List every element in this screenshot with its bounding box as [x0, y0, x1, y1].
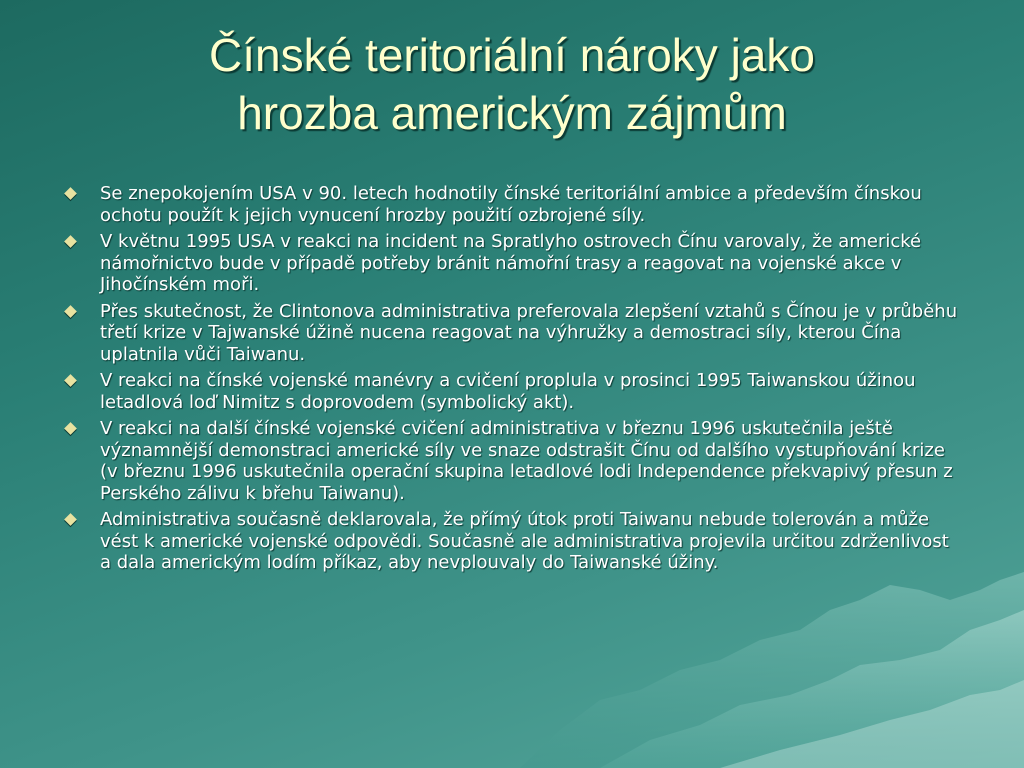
- bullet-item: [64, 418, 964, 504]
- diamond-bullet-icon: [64, 187, 77, 200]
- bullet-text: V reakci na čínské vojenské manévry a cvičení proplula v prosinci 1995 Taiwanskou úžinou letadlová loď Nimitz s doprovodem (symbolický akt).: [100, 370, 916, 413]
- bullet-item: [64, 370, 964, 413]
- bullet-item: [64, 301, 964, 366]
- slide-title: [60, 26, 964, 142]
- bullet-text: V květnu 1995 USA v reakci na incident na Spratlyho ostrovech Čínu varovaly, že americké námořnictvo bude v případě potřeby bránit námořní trasy a reagovat na vojenské akce v Jihočínském moři.: [100, 231, 922, 295]
- bullet-text: V reakci na další čínské vojenské cvičení administrativa v březnu 1996 uskutečnila ještě významnější demonstraci americké síly ve snaze odstrašit Čínu od dalšího vystupňování krize (v březnu 1996 uskutečnila operační skupina letadlové lodi Independence překvapivý přesun z Perského zálivu k břehu Taiwanu).: [100, 418, 953, 504]
- bullet-item: [64, 231, 964, 296]
- bullet-text: Se znepokojením USA v 90. letech hodnotily čínské teritoriální ambice a především čínskou ochotu použít k jejich vynucení hrozby použití ozbrojené síly.: [100, 183, 922, 226]
- bullet-text: Přes skutečnost, že Clintonova administrativa preferovala zlepšení vztahů s Čínou je v průběhu třetí krize v Tajwanské úžině nucena reagovat na výhružky a demostraci síly, kterou Čína uplatnila vůči Taiwanu.: [100, 300, 958, 365]
- bullet-item: [64, 183, 964, 226]
- bullet-item: [64, 509, 964, 574]
- title-line-2: hrozba americkým zájmům: [237, 87, 787, 139]
- bullet-list: [64, 183, 964, 579]
- title-line-1: Čínské teritoriální nároky jako: [209, 29, 815, 81]
- diamond-bullet-icon: [64, 422, 77, 435]
- bullet-text: Administrativa současně deklarovala, že přímý útok proti Taiwanu nebude tolerován a může vést k americké vojenské odpovědi. Současně ale administrativa projevila určitou zdrženlivost a dala americkým lodím příkaz, aby nevplouvaly do Taiwanské úžiny.: [100, 509, 949, 573]
- diamond-bullet-icon: [64, 513, 77, 526]
- diamond-bullet-icon: [64, 374, 77, 387]
- diamond-bullet-icon: [64, 235, 77, 248]
- diamond-bullet-icon: [64, 305, 77, 318]
